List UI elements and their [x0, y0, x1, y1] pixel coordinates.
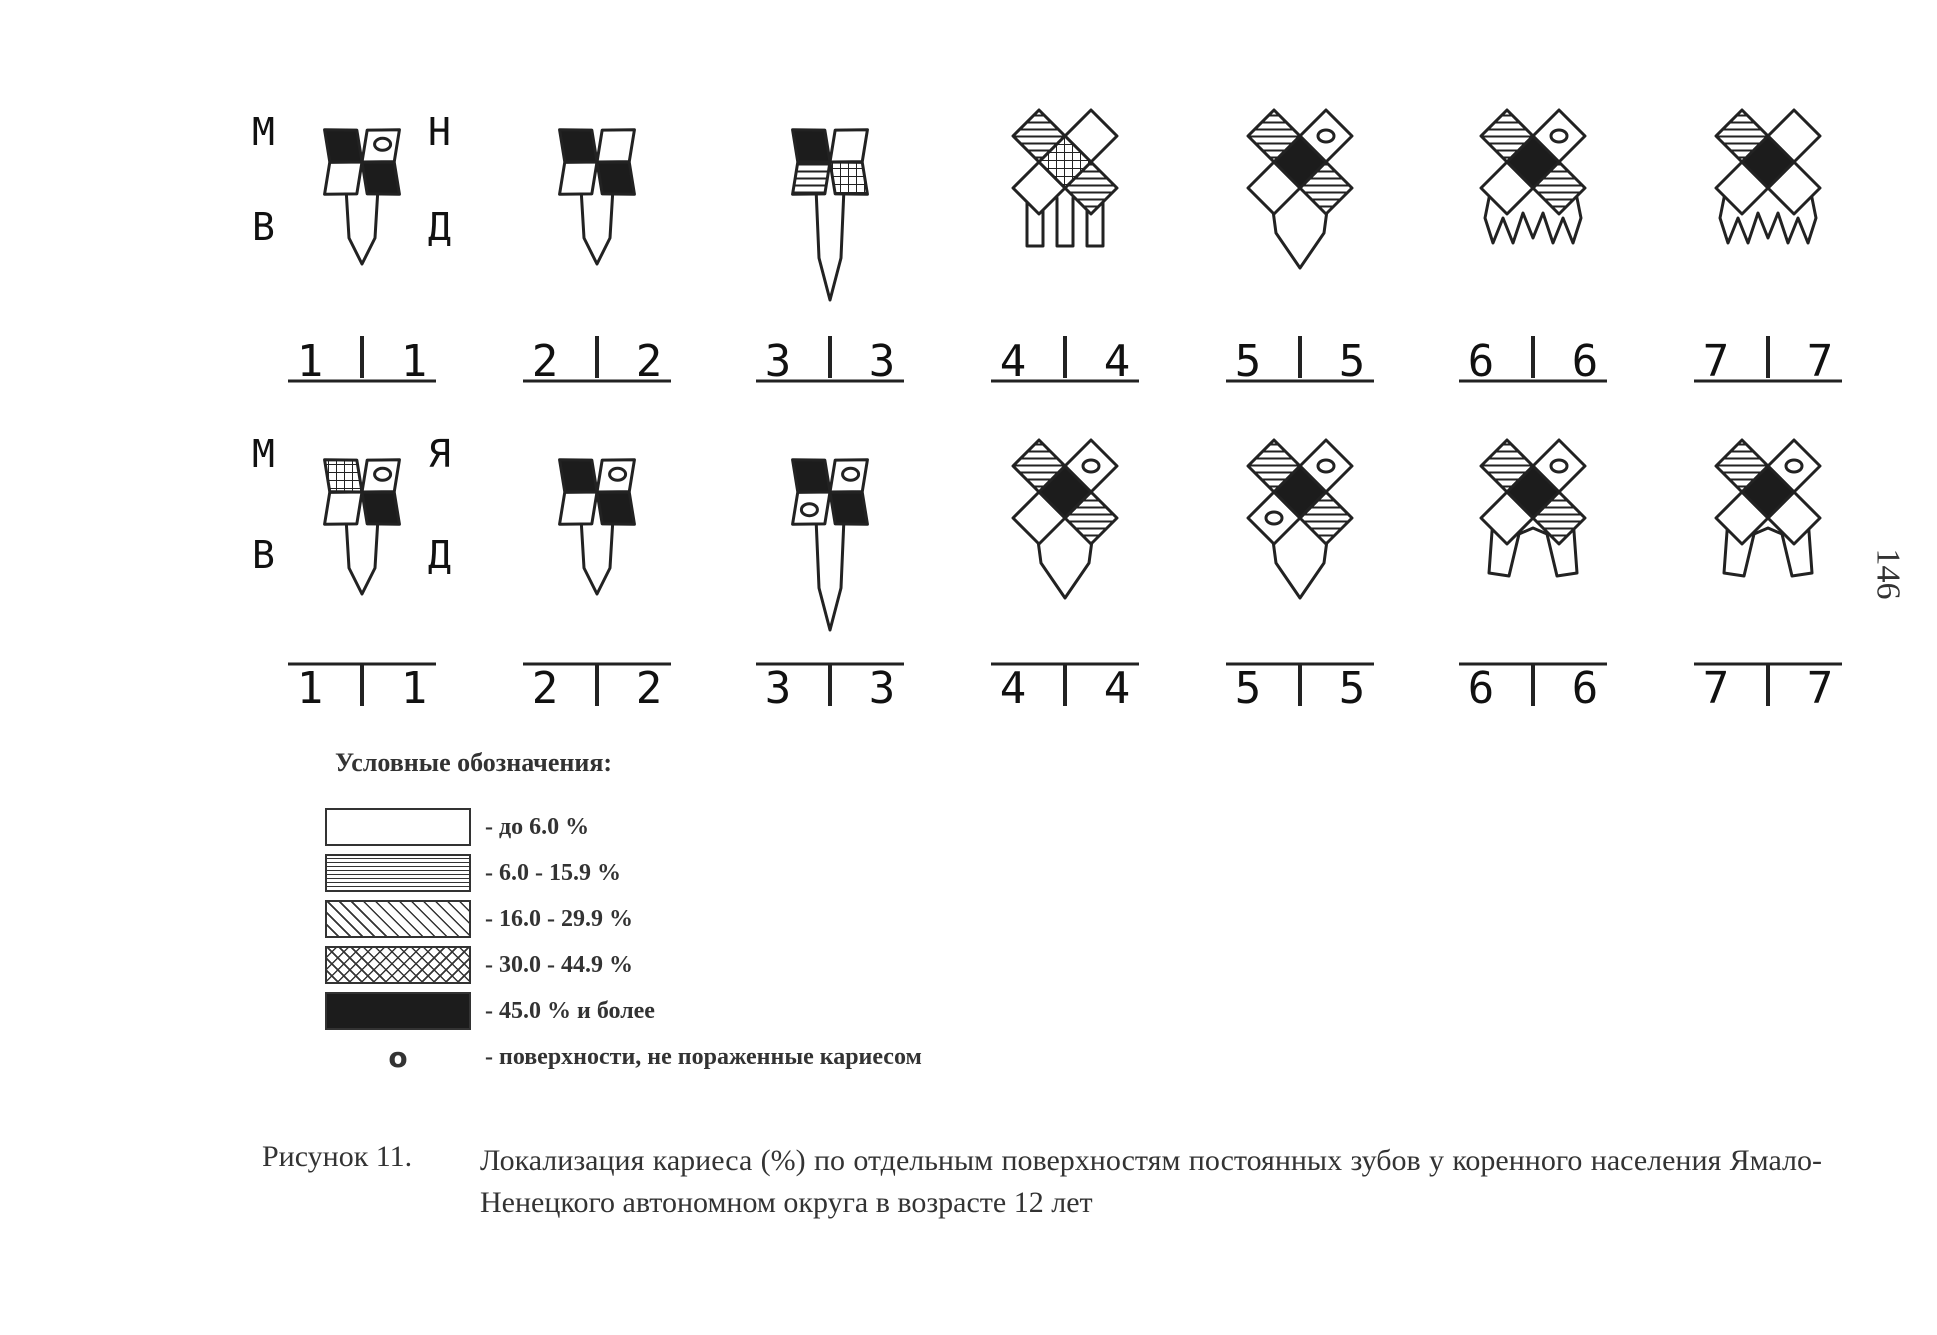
legend-swatch-solid: [325, 992, 471, 1030]
surface-distal: [597, 162, 634, 194]
legend-label: - 30.0 - 44.9 %: [485, 951, 633, 978]
figure-label: Рисунок 11.: [262, 1140, 413, 1173]
legend-item-horizontal: [325, 850, 922, 896]
tooth-number-left: 6: [1467, 336, 1495, 387]
legend-label: - поверхности, не пораженные кариесом: [485, 1043, 922, 1070]
surface-mesial: [560, 460, 597, 492]
legend-label: - 16.0 - 29.9 %: [485, 905, 633, 932]
tooth-number-left: 1: [296, 663, 324, 714]
tooth-number-left: 2: [531, 663, 559, 714]
tooth-number-right: 3: [868, 336, 896, 387]
tooth-number-left: 3: [764, 663, 792, 714]
surface-occlusal: [597, 130, 634, 162]
legend-title: Условные обозначения:: [335, 748, 613, 777]
surface-buccal: [560, 162, 597, 194]
tooth-number-upper-5: [1226, 336, 1374, 387]
tooth-number-right: 5: [1338, 336, 1366, 387]
tooth-number-right: 4: [1103, 336, 1131, 387]
tooth-number-lower-2: [523, 663, 671, 714]
surface-buccal: [793, 492, 830, 524]
letter-distal-upper: Д: [428, 205, 451, 249]
tooth-lower-6: [1481, 440, 1585, 576]
tooth-number-left: 6: [1467, 663, 1495, 714]
tooth-number-left: 5: [1234, 336, 1262, 387]
tooth-root-outline: [816, 188, 844, 300]
tooth-upper-4: [1013, 110, 1117, 246]
legend-symbol-circle: o: [388, 1040, 408, 1074]
surface-mesial: [793, 130, 830, 162]
tooth-number-left: 1: [296, 336, 324, 387]
tooth-number-right: 2: [635, 663, 663, 714]
tooth-upper-6: [1481, 110, 1585, 243]
surface-buccal: [325, 162, 362, 194]
tooth-number-right: 5: [1338, 663, 1366, 714]
tooth-number-right: 7: [1806, 336, 1834, 387]
surface-distal: [362, 162, 399, 194]
letter-mesial-lower: М: [252, 432, 275, 476]
tooth-number-upper-7: [1694, 336, 1842, 387]
tooth-upper-2: [560, 130, 635, 264]
surface-distal: [830, 162, 867, 194]
tooth-number-right: 1: [400, 663, 428, 714]
tooth-number-lower-6: [1459, 663, 1607, 714]
tooth-lower-3: [793, 460, 868, 630]
surface-buccal: [793, 162, 830, 194]
tooth-number-right: 6: [1571, 663, 1599, 714]
upper-jaw-row: [288, 110, 1842, 387]
tooth-number-lower-1: [288, 663, 436, 714]
tooth-number-upper-6: [1459, 336, 1607, 387]
tooth-number-left: 5: [1234, 663, 1262, 714]
tooth-root-outline: [816, 518, 844, 630]
tooth-lower-5: [1248, 440, 1352, 598]
surface-occlusal: [362, 130, 399, 162]
tooth-root-outline: [581, 188, 613, 264]
legend-item-unaffected: [325, 1034, 922, 1080]
tooth-number-left: 4: [999, 663, 1027, 714]
legend-label: - до 6.0 %: [485, 813, 590, 840]
tooth-number-left: 7: [1702, 663, 1730, 714]
lower-jaw-row: [288, 440, 1842, 714]
tooth-number-lower-3: [756, 663, 904, 714]
surface-occlusal: [597, 460, 634, 492]
surface-mesial: [793, 460, 830, 492]
surface-occlusal: [830, 130, 867, 162]
legend-item-crosshatch: [325, 942, 922, 988]
tooth-root-outline: [346, 188, 378, 264]
surface-occlusal: [362, 460, 399, 492]
tooth-number-upper-1: [288, 336, 436, 387]
tooth-number-left: 4: [999, 336, 1027, 387]
legend-item-none: [325, 804, 922, 850]
surface-mesial: [560, 130, 597, 162]
tooth-lower-7: [1716, 440, 1820, 576]
tooth-number-right: 7: [1806, 663, 1834, 714]
tooth-upper-1: [325, 130, 400, 264]
legend-swatch-horizontal-lines: [325, 854, 471, 892]
tooth-upper-3: [793, 130, 868, 300]
tooth-number-lower-7: [1694, 663, 1842, 714]
legend-item-solid: [325, 988, 922, 1034]
tooth-number-right: 2: [635, 336, 663, 387]
tooth-upper-5: [1248, 110, 1352, 268]
letter-occlusal-upper: Н: [428, 110, 451, 154]
surface-distal: [597, 492, 634, 524]
page-number: 146: [1869, 548, 1907, 600]
letter-occlusal-lower: Я: [428, 432, 451, 476]
tooth-number-left: 7: [1702, 336, 1730, 387]
figure-caption-text: Локализация кариеса (%) по отдельным поверхностям постоянных зубов у коренного населения Ямало-Ненецкого автономном округа в возрасте 12 лет: [480, 1144, 1822, 1219]
legend-label: - 45.0 % и более: [485, 997, 655, 1024]
tooth-lower-2: [560, 460, 635, 594]
letter-buccal-upper: В: [252, 205, 275, 249]
tooth-number-right: 1: [400, 336, 428, 387]
letter-mesial-upper: М: [252, 110, 275, 154]
legend-swatch-crosshatch: [325, 946, 471, 984]
tooth-number-left: 2: [531, 336, 559, 387]
letter-distal-lower: Д: [428, 533, 451, 577]
tooth-upper-7: [1716, 110, 1820, 243]
legend: [325, 748, 922, 1080]
tooth-number-upper-2: [523, 336, 671, 387]
tooth-number-right: 3: [868, 663, 896, 714]
surface-distal: [830, 492, 867, 524]
tooth-number-lower-4: [991, 663, 1139, 714]
surface-mesial: [325, 460, 362, 492]
surface-buccal: [325, 492, 362, 524]
tooth-number-lower-5: [1226, 663, 1374, 714]
tooth-number-right: 6: [1571, 336, 1599, 387]
surface-distal: [362, 492, 399, 524]
letter-buccal-lower: В: [252, 533, 275, 577]
surface-mesial: [325, 130, 362, 162]
tooth-number-right: 4: [1103, 663, 1131, 714]
tooth-root-outline: [346, 518, 378, 594]
legend-label: - 6.0 - 15.9 %: [485, 859, 621, 886]
tooth-root-outline: [581, 518, 613, 594]
surface-occlusal: [830, 460, 867, 492]
tooth-lower-1: [325, 460, 400, 594]
tooth-number-left: 3: [764, 336, 792, 387]
tooth-number-upper-4: [991, 336, 1139, 387]
legend-swatch-diagonal-lines: [325, 900, 471, 938]
tooth-number-upper-3: [756, 336, 904, 387]
tooth-lower-4: [1013, 440, 1117, 598]
legend-item-diagonal: [325, 896, 922, 942]
legend-swatch-blank: [325, 808, 471, 846]
surface-buccal: [560, 492, 597, 524]
